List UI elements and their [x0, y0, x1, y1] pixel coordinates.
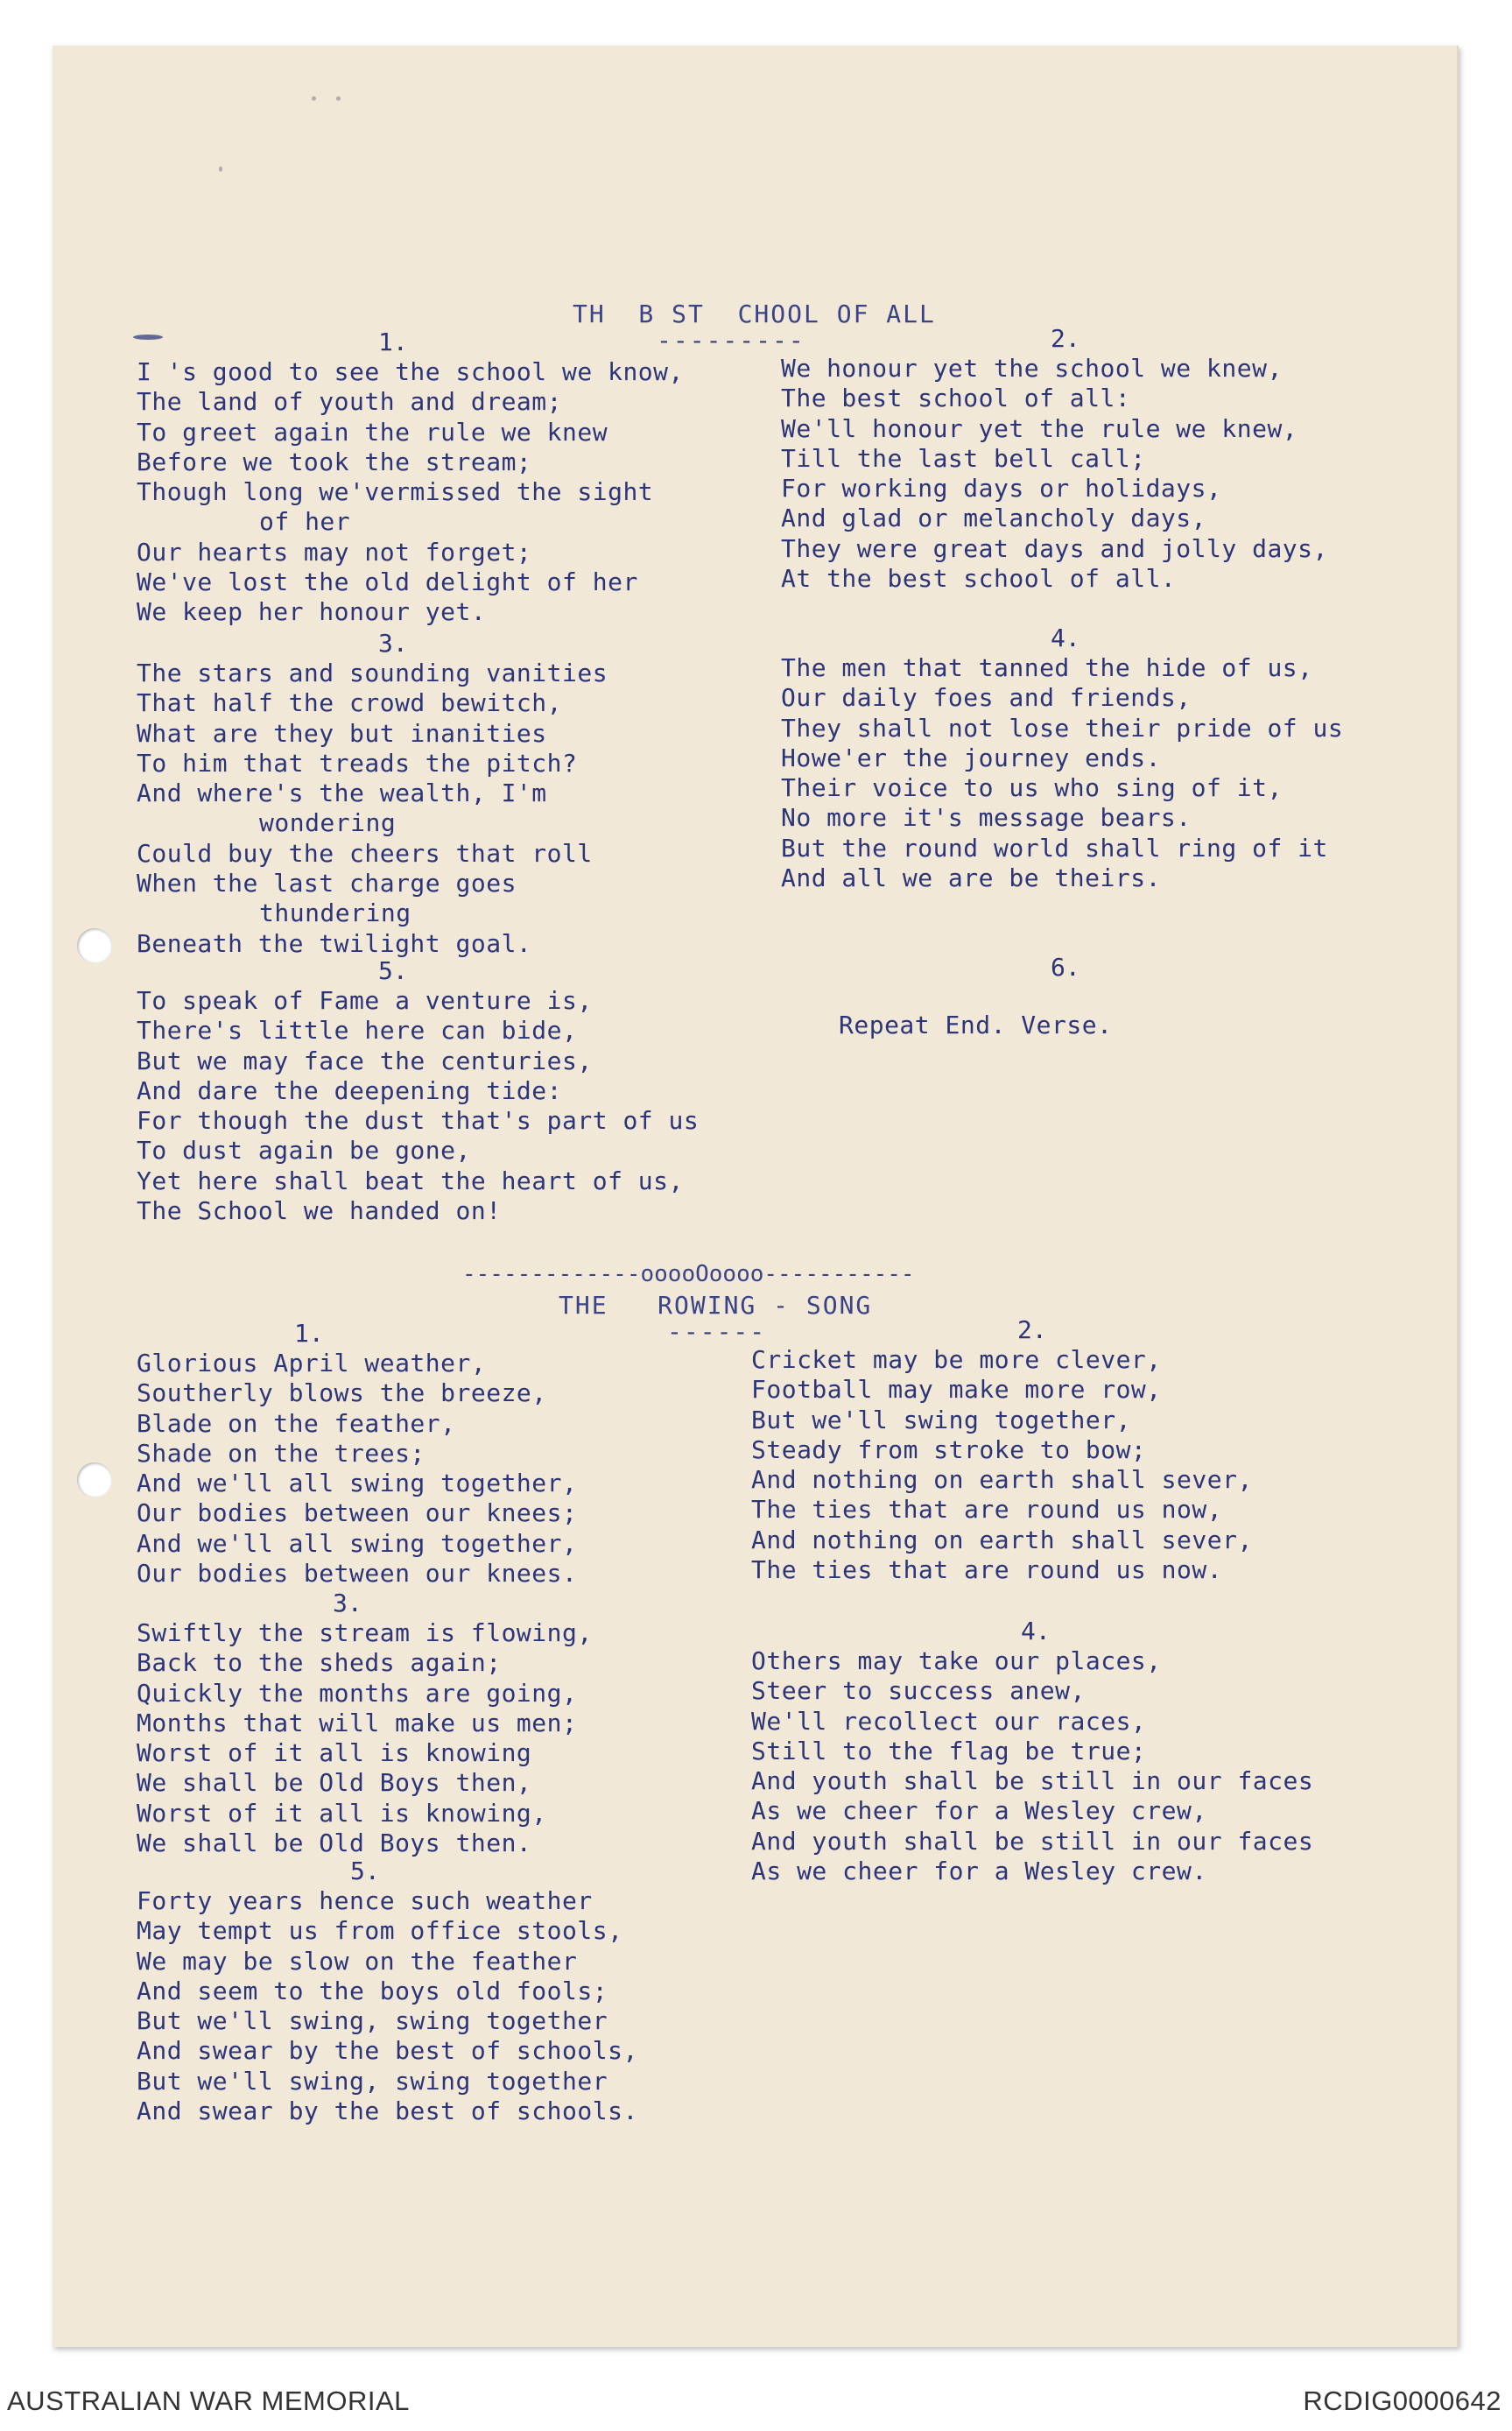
verse-line: wondering [259, 808, 397, 838]
verse-line: But the round world shall ring of it [781, 833, 1328, 863]
verse-line: I 's good to see the school we know, [137, 357, 684, 386]
rowing-stanza-1 [137, 1349, 577, 1589]
verse-line: And where's the wealth, I'm [137, 779, 547, 808]
verse-line: The land of youth and dream; [137, 387, 563, 417]
verse-line: Beneath the twilight goal. [137, 928, 532, 958]
verse-line: At the best school of all. [781, 564, 1177, 594]
verse-line: Quickly the months are going, [137, 1678, 578, 1708]
verse-line: For though the dust that's part of us [137, 1106, 700, 1136]
footer-reference-id: RCDIG0000642 [1303, 2385, 1501, 2416]
verse-line: Worst of it all is knowing, [137, 1798, 547, 1828]
verse-line: We've lost the old delight of her [137, 567, 638, 597]
verse-line: Worst of it all is knowing [137, 1738, 532, 1768]
verse-line: The School we handed on! [137, 1196, 502, 1226]
verse-line: We honour yet the school we knew, [781, 354, 1283, 383]
verse-line: The best school of all: [781, 384, 1131, 413]
verse-line: We'll honour yet the rule we knew, [781, 413, 1298, 443]
verse-line: Southerly blows the breeze, [137, 1378, 547, 1408]
verse-line: To dust again be gone, [137, 1136, 471, 1166]
stanza-number: 1. [378, 328, 408, 356]
verse-line: And swear by the best of schools, [137, 2036, 638, 2066]
stanza-number: 5. [350, 1857, 380, 1885]
verse-line: Our hearts may not forget; [137, 537, 532, 567]
verse-line: And we'll all swing together, [137, 1528, 578, 1558]
verse-line: Blade on the feather, [137, 1408, 456, 1438]
verse-line: And glad or melancholy days, [781, 504, 1207, 533]
ink-mark [219, 166, 222, 172]
verse-line: Our bodies between our knees; [137, 1498, 578, 1528]
title-underline: ------ [667, 1317, 767, 1346]
arrow-mark [133, 335, 163, 340]
verse-line: And seem to the boys old fools; [137, 1976, 608, 2005]
verse-line: Howe'er the journey ends. [781, 743, 1161, 772]
verse-line: Steady from stroke to bow; [751, 1434, 1147, 1464]
verse-line: Others may take our places, [751, 1646, 1162, 1675]
stanza-number: 4. [1051, 624, 1080, 652]
verse-line: As we cheer for a Wesley crew, [751, 1796, 1207, 1826]
verse-line: And swear by the best of schools. [137, 2096, 638, 2126]
verse-line: No more it's message bears. [781, 803, 1192, 833]
verse-line: The men that tanned the hide of us, [781, 653, 1313, 682]
stanza-number: 4. [1021, 1617, 1051, 1645]
verse-line: The stars and sounding vanities [137, 659, 608, 687]
verse-line: Till the last bell call; [781, 443, 1146, 473]
verse-line: And nothing on earth shall sever, [751, 1525, 1253, 1554]
song-title-best-school: TH B ST CHOOL OF ALL [573, 299, 936, 328]
rowing-stanza-4 [751, 1646, 1313, 1886]
verse-line: To speak of Fame a venture is, [137, 986, 593, 1015]
ink-mark [312, 96, 316, 101]
stanza-number: 1. [294, 1319, 324, 1348]
rowing-stanza-5 [137, 1886, 638, 2126]
verse-line: We shall be Old Boys then, [137, 1768, 532, 1798]
verse-line: Forty years hence such weather [137, 1886, 593, 1915]
verse-line: We'll recollect our races, [751, 1706, 1147, 1736]
verse-line: Our daily foes and friends, [781, 683, 1192, 713]
rowing-stanza-2 [751, 1345, 1253, 1585]
verse-line: But we'll swing, swing together [137, 2066, 608, 2096]
verse-line: The ties that are round us now. [751, 1555, 1223, 1585]
punch-hole-upper [77, 928, 112, 963]
verse-line: Before we took the stream; [137, 447, 532, 476]
verse-line: We shall be Old Boys then. [137, 1829, 532, 1858]
verse-line: Back to the sheds again; [137, 1648, 502, 1678]
footer-credit: AUSTRALIAN WAR MEMORIAL [7, 2385, 410, 2416]
stanza-2 [781, 354, 1328, 594]
verse-line: They shall not lose their pride of us [781, 713, 1344, 743]
verse-line: Swiftly the stream is flowing, [137, 1618, 593, 1647]
stanza-number: 2. [1017, 1315, 1047, 1344]
verse-line: Months that will make us men; [137, 1708, 578, 1737]
verse-line: But we'll swing together, [751, 1405, 1131, 1434]
verse-line: thundering [259, 898, 411, 928]
verse-line: We may be slow on the feather [137, 1946, 578, 1976]
verse-line: And youth shall be still in our faces [751, 1766, 1314, 1796]
repeat-instruction: Repeat End. Verse. [839, 1011, 1113, 1039]
stanza-4 [781, 653, 1343, 893]
verse-line: Could buy the cheers that roll [137, 838, 593, 868]
verse-line: Shade on the trees; [137, 1438, 425, 1468]
verse-line: Yet here shall beat the heart of us, [137, 1166, 684, 1195]
verse-line: What are they but inanities [137, 718, 547, 748]
ink-mark [336, 96, 341, 101]
verse-line: There's little here can bide, [137, 1016, 578, 1046]
verse-line: The ties that are round us now, [751, 1495, 1223, 1525]
verse-line: Our bodies between our knees. [137, 1559, 578, 1589]
verse-line: To him that treads the pitch? [137, 748, 578, 778]
verse-line: To greet again the rule we knew [137, 417, 608, 447]
rowing-stanza-3 [137, 1618, 593, 1858]
stanza-number: 6. [1051, 953, 1080, 982]
verse-line: As we cheer for a Wesley crew. [751, 1857, 1207, 1886]
punch-hole-lower [77, 1462, 112, 1497]
stanza-1 [137, 357, 684, 628]
verse-line: Though long we'vermissed the sight [137, 477, 654, 507]
verse-line: Glorious April weather, [137, 1349, 487, 1378]
verse-line: of her [259, 507, 351, 537]
verse-line: And youth shall be still in our faces [751, 1826, 1314, 1856]
verse-line: Football may make more row, [751, 1375, 1162, 1405]
verse-line: When the last charge goes [137, 869, 517, 898]
verse-line: And we'll all swing together, [137, 1469, 578, 1498]
document-page [53, 46, 1459, 2347]
verse-line: May tempt us from office stools, [137, 1916, 623, 1946]
verse-line: Still to the flag be true; [751, 1736, 1147, 1765]
verse-line: Their voice to us who sing of it, [781, 773, 1283, 803]
verse-line: Steer to success anew, [751, 1676, 1086, 1706]
verse-line: They were great days and jolly days, [781, 533, 1328, 563]
stanza-number: 3. [333, 1589, 362, 1617]
verse-line: And all we are be theirs. [781, 863, 1161, 893]
song-title-rowing-song: THE ROWING - SONG [559, 1291, 873, 1320]
verse-line: That half the crowd bewitch, [137, 688, 563, 718]
stanza-number: 5. [378, 956, 408, 985]
stanza-3 [137, 659, 608, 959]
verse-line: Cricket may be more clever, [751, 1345, 1162, 1374]
verse-line: And dare the deepening tide: [137, 1075, 563, 1105]
title-underline: --------- [657, 326, 805, 355]
verse-line: But we'll swing, swing together [137, 2006, 608, 2036]
verse-line: For working days or holidays, [781, 474, 1222, 504]
stanza-number: 3. [378, 629, 408, 658]
section-separator: -------------ooooOoooo----------- [462, 1261, 915, 1287]
verse-line: And nothing on earth shall sever, [751, 1465, 1253, 1495]
verse-line: But we may face the centuries, [137, 1046, 593, 1075]
stanza-number: 2. [1051, 324, 1080, 353]
verse-line: We keep her honour yet. [137, 597, 487, 627]
stanza-5 [137, 986, 699, 1226]
